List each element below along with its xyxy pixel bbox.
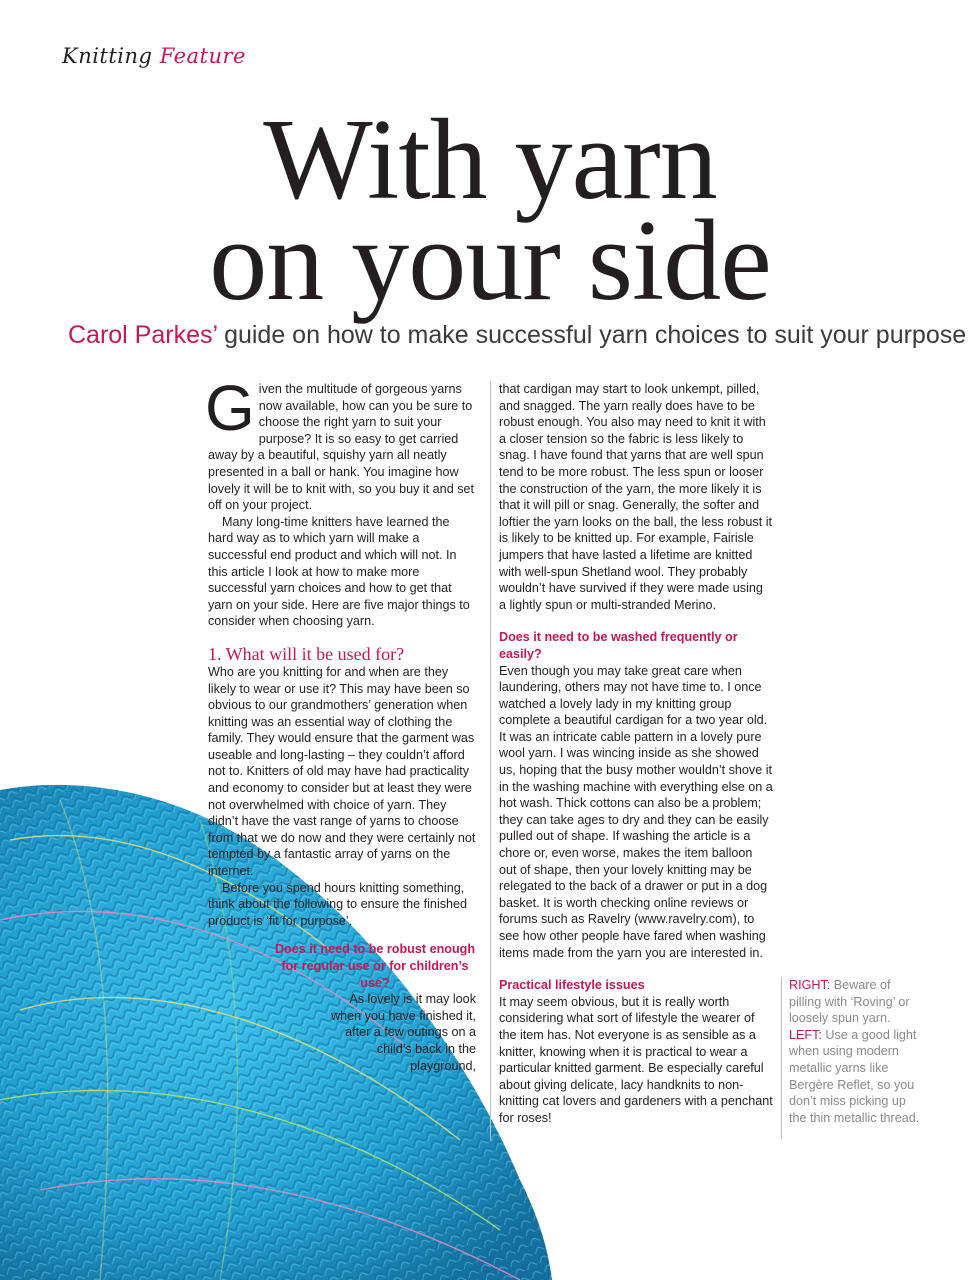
intro-paragraph <box>205 372 476 514</box>
paragraph: As lovely is it may look when you have finished it, after a few outings on a child’s back in the playground, <box>331 992 476 1073</box>
headline-line2: on your side <box>209 197 771 325</box>
author-name: Carol Parkes’ <box>68 321 218 349</box>
section-word-knitting: Knitting <box>62 44 153 68</box>
section-heading: 1. What will it be used for? <box>208 643 405 664</box>
paragraph: Who are you knitting for and when are they likely to wear or use it? This may have been so obvious to our grandmothers’ generation when knitting was an essential way of clothing the family. They would ensure that the garment was useable and long-lasting – they couldn’t afford not to. Knitters of old may have had practicality and economy to consider but at least they were not overwhelmed with choice of yarn. They didn’t have the vast range of yarns to choose from that we do now and they were certainly not tempted by a fantastic array of yarns on the internet. <box>208 664 476 879</box>
section-tag <box>62 44 246 68</box>
headline <box>0 96 980 325</box>
article-column-1 <box>205 372 476 1074</box>
subheading: Does it need to be washed frequently or easily? <box>499 630 738 661</box>
subheading: Practical lifestyle issues <box>499 978 645 993</box>
subheading: Does it need to be robust enough for regular use or for children’s use? <box>274 942 476 990</box>
column-rule <box>490 381 491 1141</box>
photo-caption <box>789 977 921 1126</box>
caption-text-left: Use a good light when using modern metallic yarns like Bergère Reflet, so you don’t miss picking up the thin metallic thread. <box>789 1027 920 1125</box>
paragraph: Before you spend hours knitting something, think about the following to ensure the finished product is ‘fit for purpose’. <box>208 880 468 928</box>
standfirst <box>68 320 968 350</box>
article-column-2 <box>499 381 773 1127</box>
paragraph: Many long-time knitters have learned the hard way as to which yarn will make a successful end product and which will not. In this article I look at how to make more successful yarn choices and how to get that yarn on your side. Here are five major things to consider when choosing yarn. <box>208 514 470 629</box>
caption-label-right: RIGHT: <box>789 978 831 992</box>
paragraph: that cardigan may start to look unkempt, pilled, and snagged. The yarn really does have to be robust enough. You also may need to knit it with a closer tension so the fabric is less likely to snag. I have found that yarns that are well spun tend to be more robust. The less spun or looser the construction of the yarn, the more likely it is that it will pill or snag. Generally, the softer and loftier the yarn looks on the ball, the less robust it is likely to be knitted up. For example, Fairisle jumpers that have lasted a lifetime are knitted with well-spun Shetland wool. They probably wouldn’t have survived if they were made using a lightly spun or multi-stranded Merino. <box>499 382 773 612</box>
intro-text: iven the multitude of gorgeous yarns now available, how can you be sure to choose the right yarn to suit your purpose? It is so easy to get carried away by a beautiful, squishy yarn all neatly presented in a ball or hank. You imagine how lovely it will be to knit with, so you buy it and set off on your project. <box>208 382 474 513</box>
headline-line1: With yarn <box>263 96 717 224</box>
paragraph: It may seem obvious, but it is really worth considering what sort of lifestyle the wearer of the item has. Not everyone is as sensible as a knitter, knowing when it is practical to wear a particular knitted garment. Be especially careful about giving delicate, lacy handknits to non-knitting cat lovers and gardeners with a penchant for roses! <box>499 994 773 1125</box>
section-word-feature: Feature <box>159 44 246 68</box>
caption-label-left: LEFT: <box>789 1027 822 1042</box>
paragraph: Even though you may take great care when laundering, others may not have time to. I once watched a lovely lady in my knitting group complete a beautiful cardigan for a two year old. It was an intricate cable pattern in a lovely pure wool yarn. I was wincing inside as she showed us, hoping that the busy mother wouldn’t shove it in the washing machine with everything else on a hot wash. Thick cottons can also be a problem; they can take ages to dry and they can be easily pulled out of shape. If washing the article is a chore or, even worse, makes the item balloon out of shape, then your lovely knitting may be relegated to the back of a drawer or put in a dog basket. It is worth checking online reviews or forums such as Ravelry (www.ravelry.com), to see how other people have fared when washing items made from the yarn you are interested in. <box>499 663 773 960</box>
standfirst-text: guide on how to make successful yarn choices to suit your purpose <box>217 321 967 349</box>
drop-cap: G <box>205 372 255 444</box>
caption-text-right: Beware of pilling with ‘Roving’ or loosely spun yarn. <box>789 978 910 1026</box>
caption-rule <box>781 977 782 1139</box>
